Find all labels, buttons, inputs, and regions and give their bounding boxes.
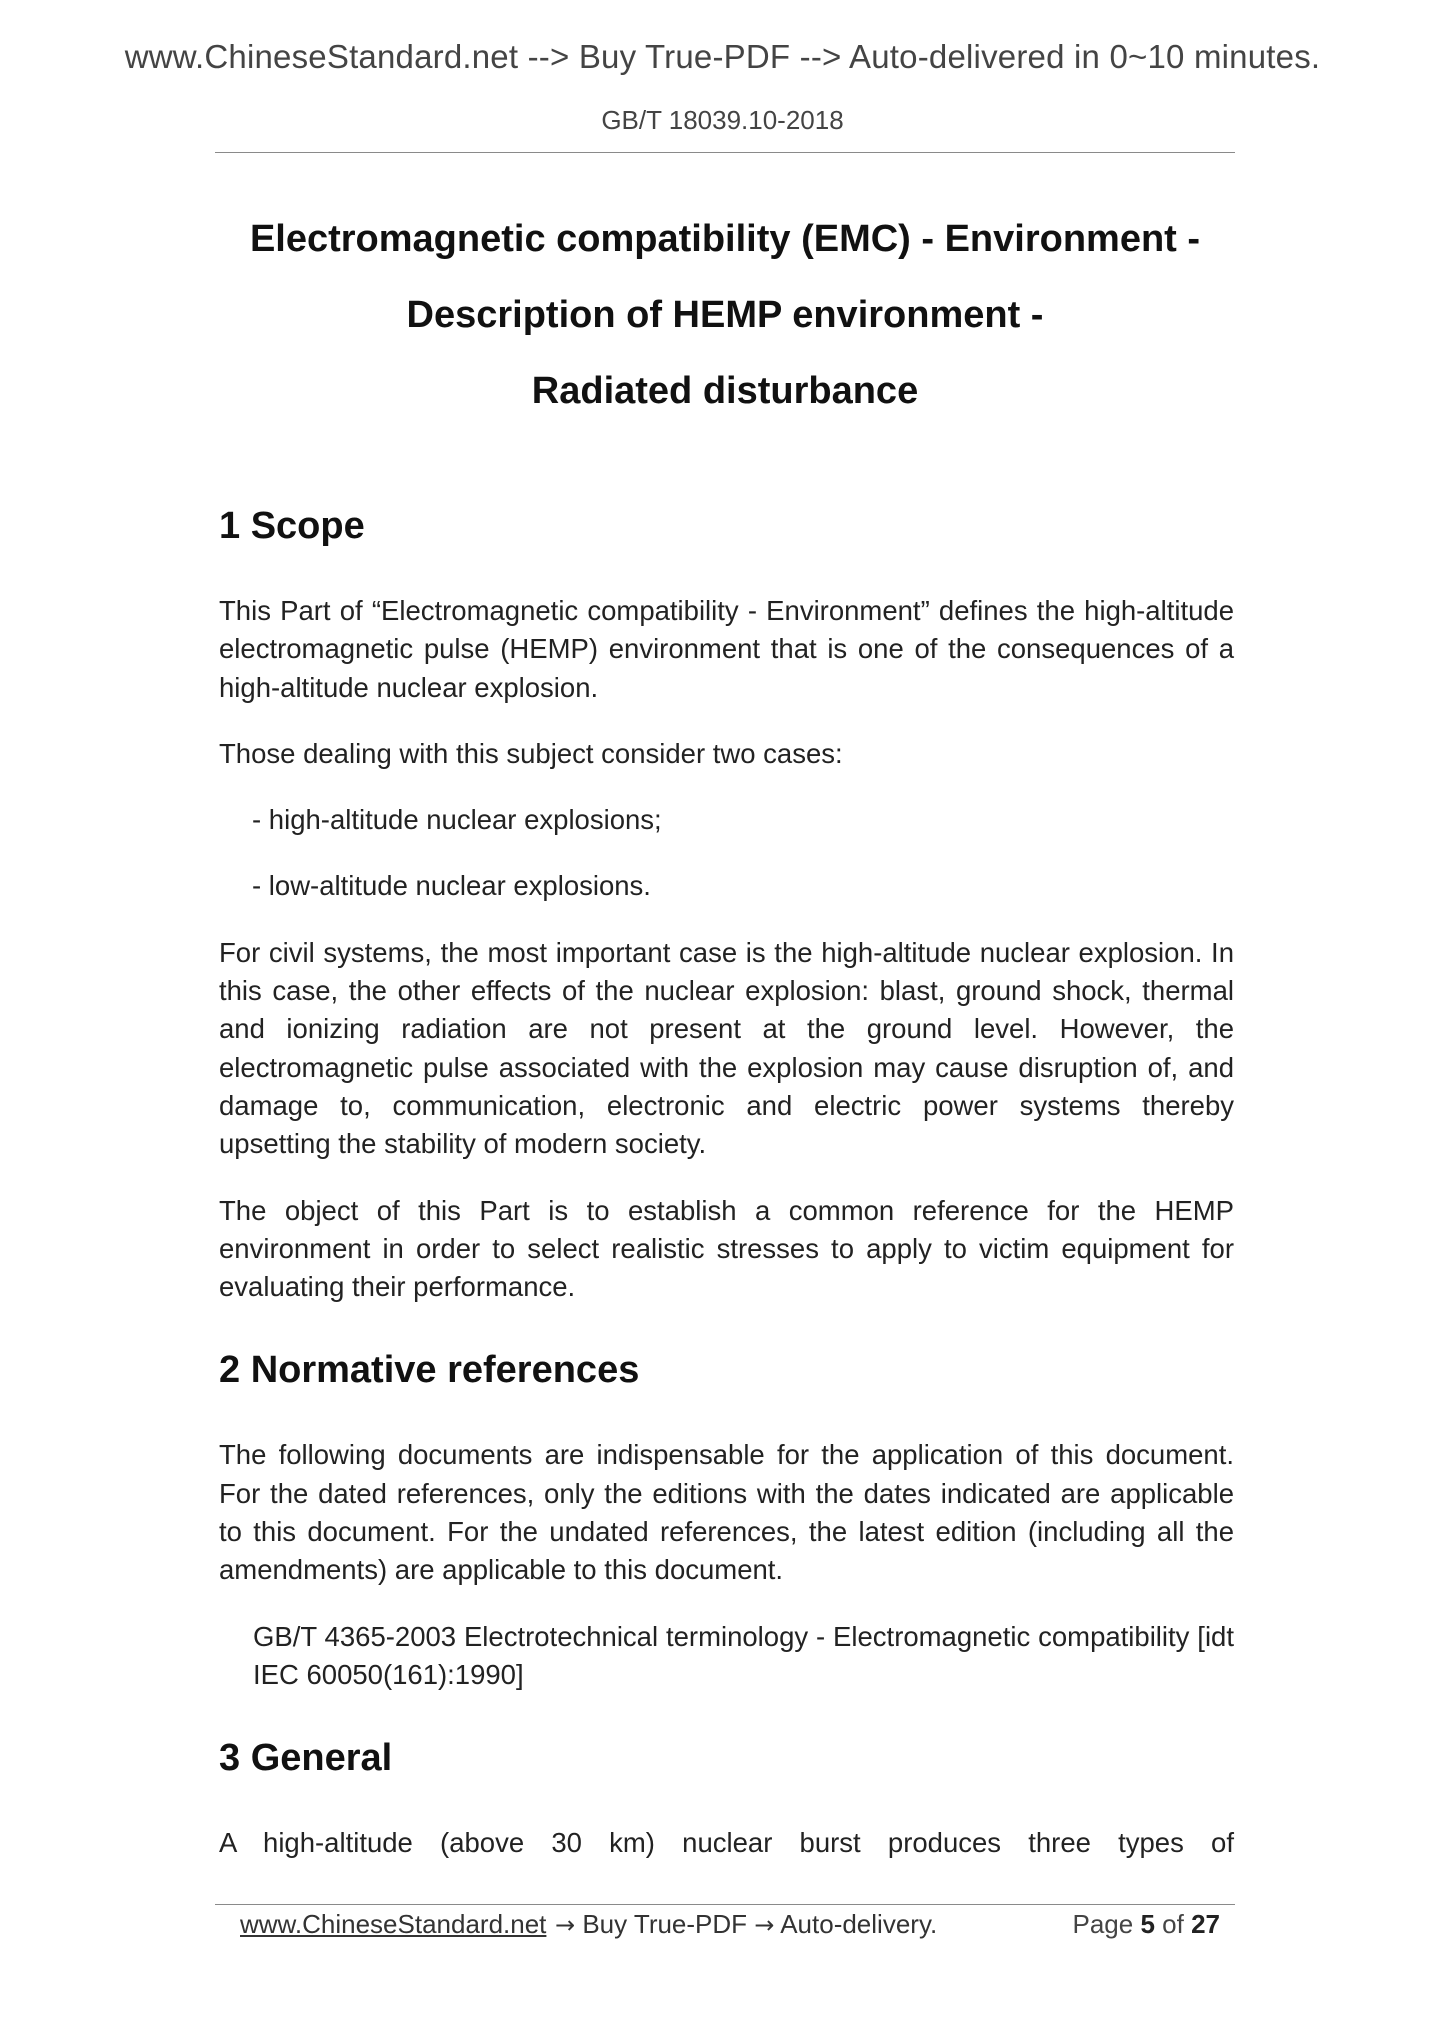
section-heading-normative-references: 2 Normative references [219, 1349, 640, 1392]
title-line-3: Radiated disturbance [531, 370, 919, 412]
right-arrow-icon: → [555, 1911, 576, 1939]
scope-bullet-2: - low-altitude nuclear explosions. [252, 870, 651, 902]
general-paragraph-1: A high-altitude (above 30 km) nuclear burst produces three types of [219, 1827, 1234, 1859]
scope-paragraph-2: Those dealing with this subject consider two cases: [219, 737, 843, 769]
scope-paragraph-3: For civil systems, the most important case is the high-altitude nuclear explosion. In this case, the other effects of the nuclear explosion: blast, ground shock, thermal and ionizing radiation are not present at the ground level. However, the electromagnetic pulse associated with the explosion may cause disruption of, and damage to, communication, electronic and electric power systems thereby upsetting the stability of modern society. [219, 936, 1234, 1160]
page-label: Page [1072, 1909, 1134, 1939]
page-total: 27 [1191, 1909, 1220, 1939]
page-of-label: of [1162, 1909, 1184, 1939]
title-line-2: Description of HEMP environment - [406, 294, 1044, 336]
section-heading-scope: 1 Scope [219, 505, 365, 547]
page-footer [240, 1899, 1220, 1939]
page-current: 5 [1140, 1909, 1155, 1939]
document-title [215, 210, 1235, 438]
header-divider [215, 152, 1235, 153]
normative-paragraph-1: The following documents are indispensable for the application of this document. For the dated references, only the editions with the dates indicated are applicable to this document. For the undated references, the latest edition (including all the amendments) are applicable to this document. [219, 1439, 1234, 1586]
scope-bullet-1: - high-altitude nuclear explosions; [252, 804, 662, 836]
normative-reference-item: GB/T 4365-2003 Electrotechnical terminology - Electromagnetic compatibility [idt IEC 60050(161):1990] [253, 1620, 1234, 1690]
scope-paragraph-4: The object of this Part is to establish a common reference for the HEMP environment in order to select realistic stresses to apply to victim equipment for evaluating their performance. [219, 1194, 1234, 1303]
scope-paragraph-1: This Part of “Electromagnetic compatibility - Environment” defines the high-altitude electromagnetic pulse (HEMP) environment that is one of the consequences of a high-altitude nuclear explosion. [219, 595, 1234, 703]
footer-buy-label: Buy True-PDF [582, 1909, 748, 1939]
footer-site-link[interactable]: www.ChineseStandard.net [240, 1909, 547, 1939]
right-arrow-icon: → [754, 1911, 775, 1939]
section-heading-general: 3 General [219, 1737, 393, 1780]
standard-code: GB/T 18039.10-2018 [601, 105, 844, 135]
footer-buy-text [555, 1909, 937, 1940]
document-body [219, 502, 1234, 1863]
site-banner: www.ChineseStandard.net --> Buy True-PDF --> Auto-delivered in 0~10 minutes. [124, 38, 1321, 75]
footer-auto-label: Auto-delivery. [780, 1909, 938, 1939]
page-number [1072, 1909, 1220, 1940]
title-line-1: Electromagnetic compatibility (EMC) - Environment - [249, 218, 1201, 260]
